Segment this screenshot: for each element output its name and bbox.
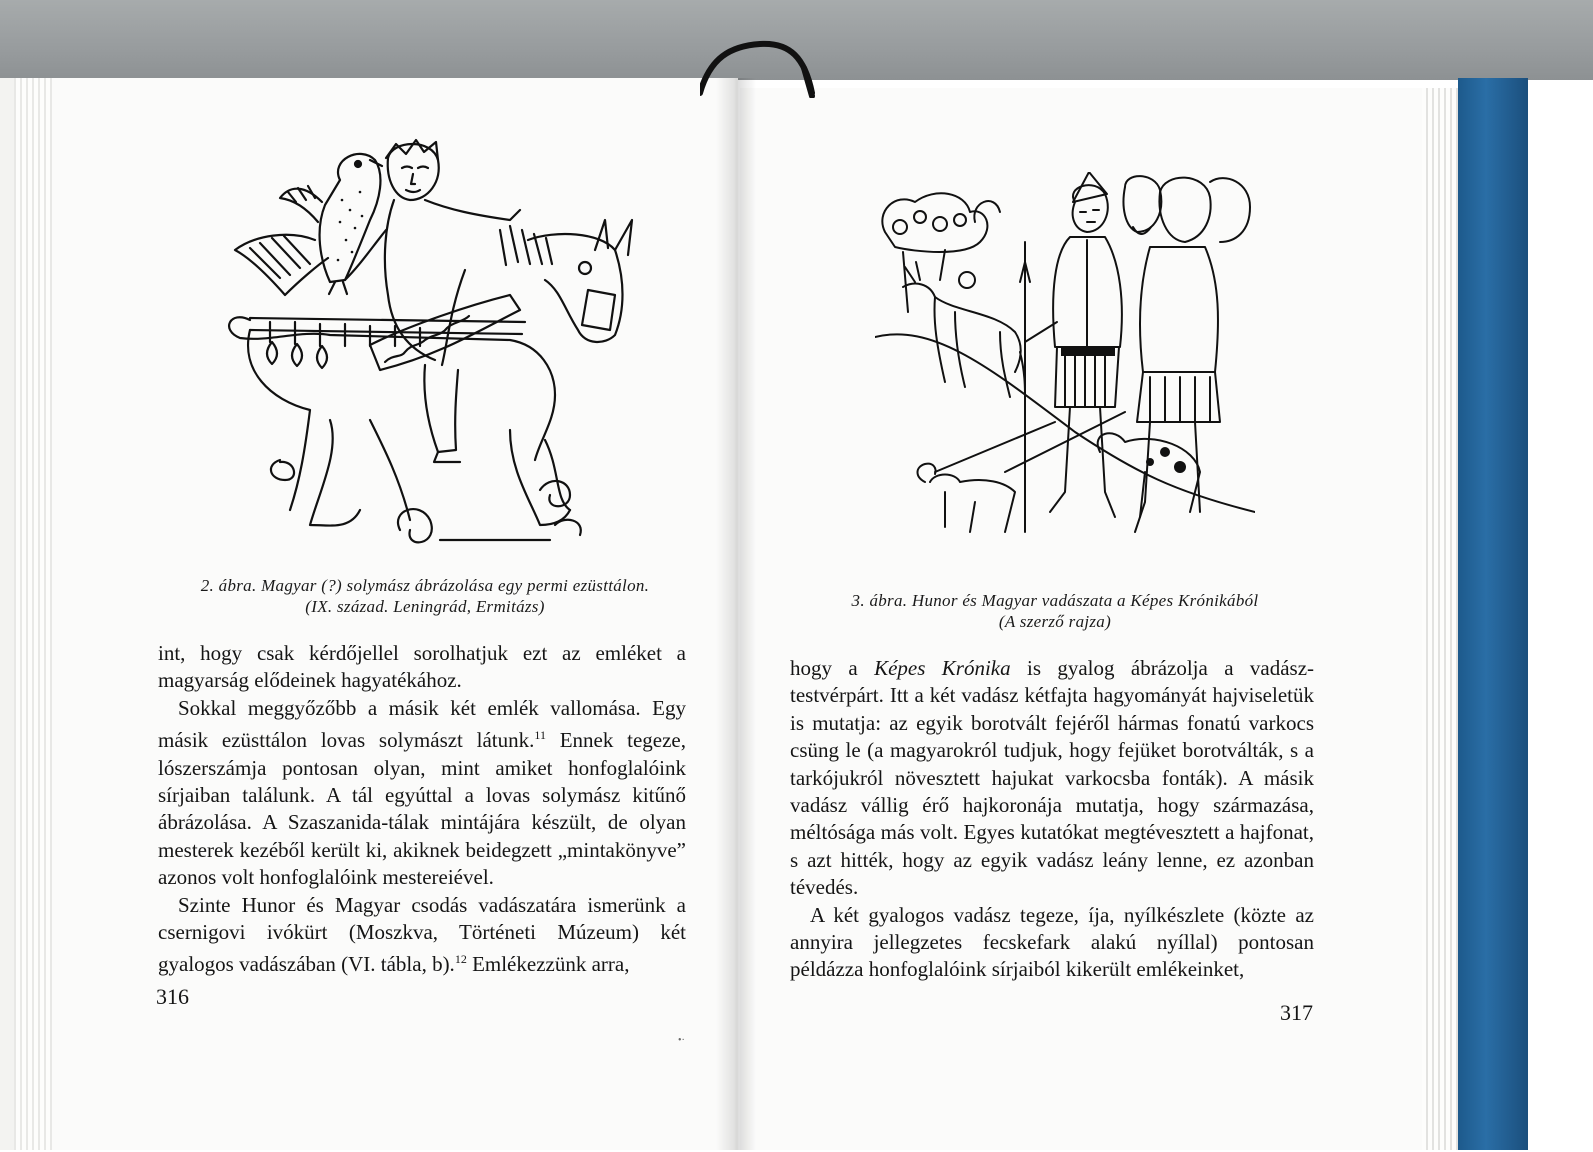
- figure-3-source: (A szerző rajza): [998, 612, 1112, 631]
- paragraph: Sokkal meggyőzőbb a másik két emlék vallomása. Egy másik ezüsttálon lovas solymászt látunk.$^{11}$ Ennek tegeze, lószerszámja pontosan olyan, mint amiket honfoglalóink sírjaiban találunk. A tál egyúttal a lovas solymász kitűnő ábrázolása. A Szaszanida-tálak mintájára készült, de olyan mesterek kezéből került ki, akiknek beidegzett „mintakönyve” azonos volt honfoglalóink mestereiével.: [158, 695, 686, 890]
- paragraph: Szinte Hunor és Magyar csodás vadászatára ismerünk a csernigovi ivókürt (Moszkva, Történeti Múzeum) két gyalogos vadászában (VI. tábla, b).$^{12}$ Emlékezzünk arra,: [158, 892, 686, 977]
- right-page-body: [790, 655, 1314, 984]
- scan-speck: •·: [678, 1035, 685, 1046]
- figure-hunters-drawing: [875, 172, 1255, 562]
- figure-3-caption: [840, 590, 1270, 632]
- left-page-edges: [14, 78, 52, 1150]
- right-page-edges: [1422, 88, 1458, 1150]
- figure-2-title: Magyar (?) solymász ábrázolása egy permi ezüsttálon.: [261, 576, 650, 595]
- left-page-body: [158, 640, 686, 979]
- book-gutter: [716, 78, 756, 1150]
- page-number-left: 316: [156, 984, 189, 1009]
- paragraph: int, hogy csak kérdőjellel sorolhatjuk ezt az emléket a magyarság elődeinek hagyatékához.: [158, 641, 686, 693]
- paragraph: hogy a Képes Krónika is gyalog ábrázolja a vadász-testvérpárt. Itt a két vadász kétfajta hagyományát hajviseletük is mutatja: az egyik borotvált fejéről hármas fonatú varkocs csüng le (a magyarokról tudjuk, hogy fejüket borotválták, s a tarkójukról növesztett hajukat varkocsba fonták). A másik vadász vállig érő hajkoronája mutatja, hogy származása, méltósága más volt. Egyes kutatókat megtévesztett a hajfonat, s azt hitték, hogy az egyik vadász leány lenne, ez azonban tévedés.: [790, 656, 1315, 900]
- figure-falconer-drawing: [210, 130, 650, 560]
- book-cover-left: [0, 78, 14, 1150]
- paragraph: A két gyalogos vadász tegeze, íja, nyílkészlete (közte az annyira jellegzetes fecskefark alakú nyíllal) pontosan példázza honfoglalóink sírjaiból kikerült emlékeinket,: [790, 902, 1314, 982]
- page-number-right: 317: [1280, 1000, 1313, 1025]
- figure-2-number: 2. ábra.: [200, 576, 257, 595]
- footnote-ref: 12: [454, 952, 467, 967]
- bookmark-ribbon: [700, 38, 830, 98]
- figure-2-caption: [170, 575, 680, 617]
- footnote-ref: 11: [534, 728, 546, 743]
- figure-3-number: 3. ábra.: [851, 591, 908, 610]
- book-cover-right: [1458, 78, 1528, 1150]
- figure-2-source: (IX. század. Leningrád, Ermitázs): [305, 597, 545, 616]
- book-title: Képes Krónika: [874, 656, 1011, 680]
- figure-3-title: Hunor és Magyar vadászata a Képes Krónikából: [911, 591, 1259, 610]
